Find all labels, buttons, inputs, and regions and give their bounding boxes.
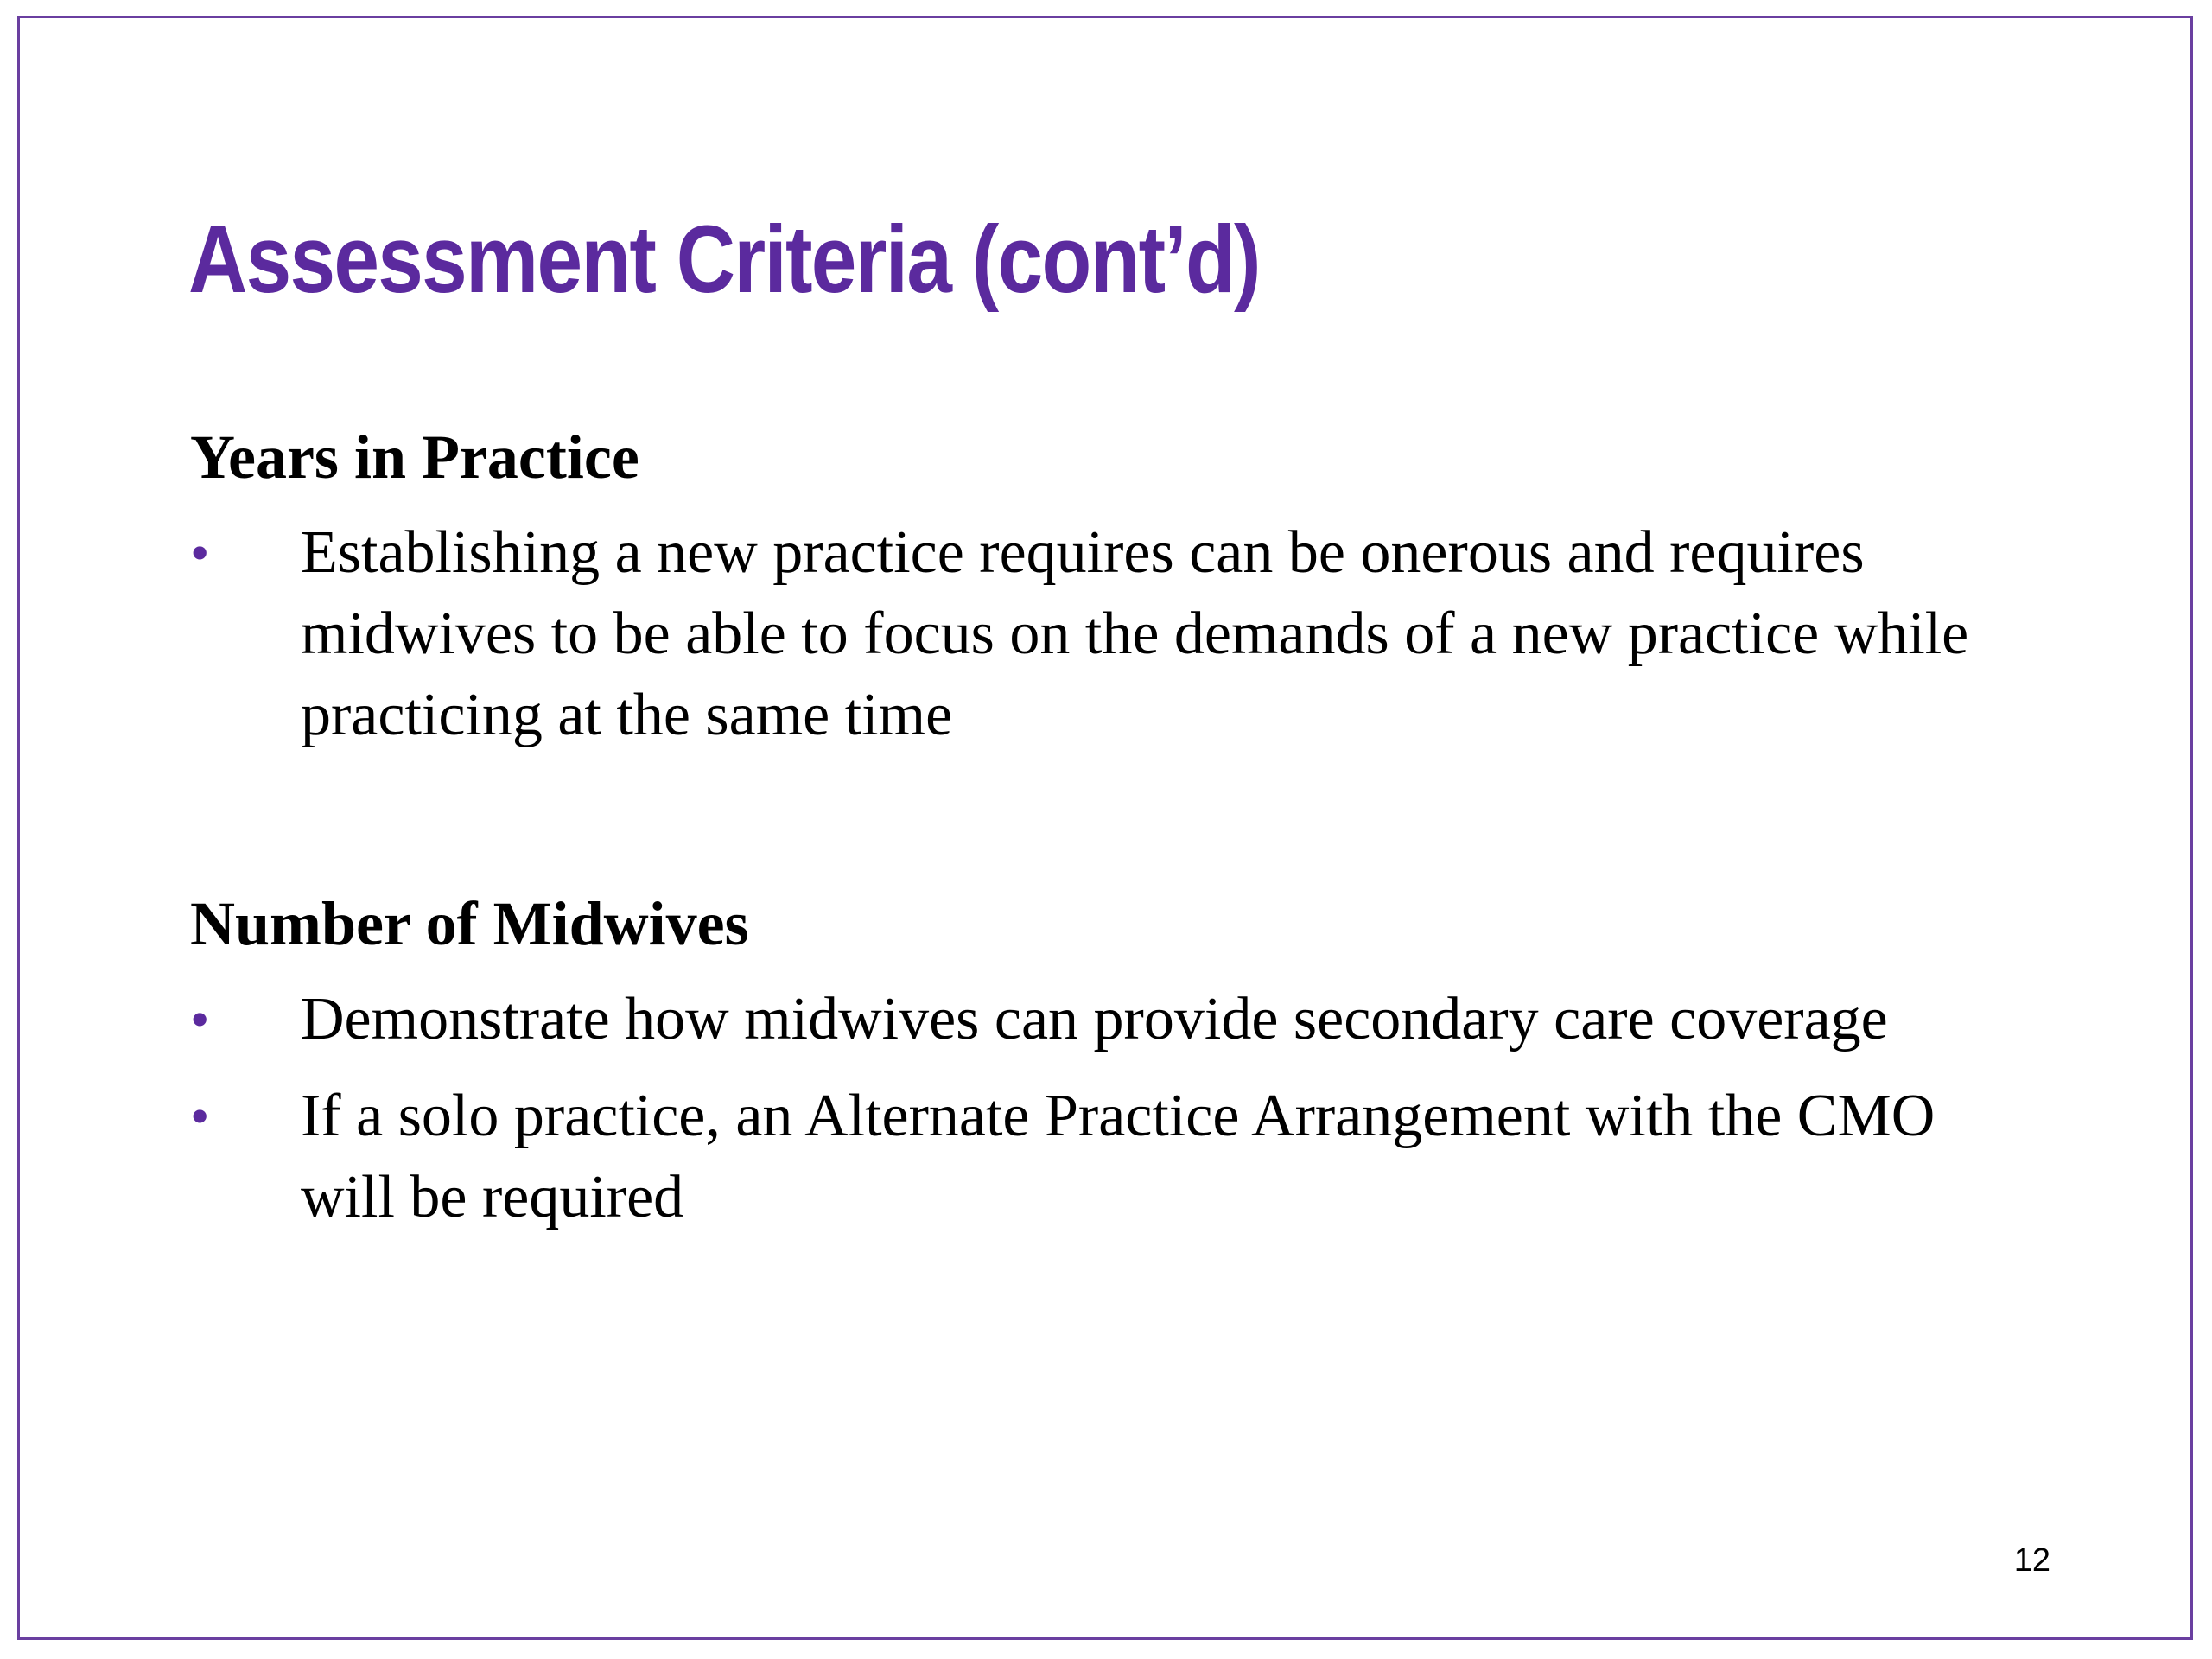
section-heading: Years in Practice [190, 423, 639, 492]
section-years-in-practice [190, 416, 2039, 772]
bullet-icon: • [190, 988, 210, 1050]
list-item [190, 1076, 2039, 1238]
section-heading: Number of Midwives [190, 889, 749, 958]
slide-frame [17, 16, 2193, 1640]
section-number-of-midwives [190, 882, 2039, 1254]
bullet-text: Demonstrate how midwives can provide secondary care coverage [301, 986, 1888, 1052]
bullet-list [190, 512, 2039, 756]
bullet-text: If a solo practice, an Alternate Practice Arrangement with the CMO will be required [301, 1083, 1936, 1230]
list-item [190, 512, 2039, 756]
bullet-icon: • [190, 522, 210, 583]
bullet-icon: • [190, 1085, 210, 1147]
bullet-text: Establishing a new practice requires can be onerous and requires midwives to be able to focus on the demands of a new practice while practicing at the same time [301, 519, 1969, 748]
slide-title: Assessment Criteria (cont’d) [188, 207, 1260, 313]
page-number: 12 [2013, 1542, 2050, 1579]
bullet-list [190, 979, 2039, 1238]
list-item [190, 979, 2039, 1060]
